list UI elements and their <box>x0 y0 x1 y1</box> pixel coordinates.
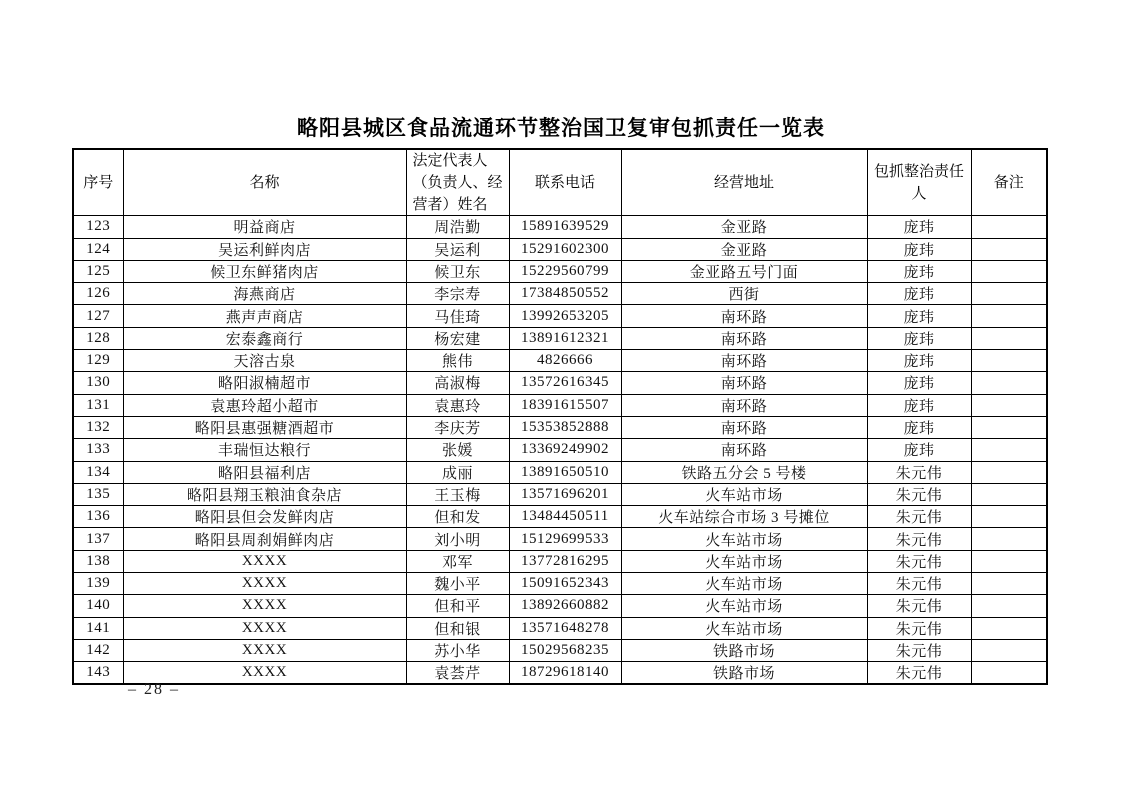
cell-remark <box>971 528 1047 550</box>
cell-phone: 15029568235 <box>509 639 621 661</box>
cell-address: 南环路 <box>621 305 867 327</box>
cell-address: 铁路五分会 5 号楼 <box>621 461 867 483</box>
cell-no: 131 <box>73 394 123 416</box>
cell-rep: 袁荟芹 <box>406 662 509 685</box>
cell-no: 124 <box>73 238 123 260</box>
cell-no: 136 <box>73 506 123 528</box>
cell-no: 128 <box>73 327 123 349</box>
cell-phone: 15229560799 <box>509 260 621 282</box>
cell-responsible: 朱元伟 <box>867 550 971 572</box>
cell-address: 南环路 <box>621 327 867 349</box>
cell-address: 火车站综合市场 3 号摊位 <box>621 506 867 528</box>
cell-remark <box>971 305 1047 327</box>
cell-no: 130 <box>73 372 123 394</box>
cell-rep: 李宗寿 <box>406 283 509 305</box>
column-header-name: 名称 <box>123 149 406 216</box>
column-header-responsible: 包抓整治责任人 <box>867 149 971 216</box>
cell-remark <box>971 662 1047 685</box>
table-row <box>73 573 1047 595</box>
cell-remark <box>971 327 1047 349</box>
cell-name: 略阳县翔玉粮油食杂店 <box>123 483 406 505</box>
cell-phone: 13369249902 <box>509 439 621 461</box>
cell-responsible: 庞玮 <box>867 238 971 260</box>
cell-rep: 熊伟 <box>406 350 509 372</box>
cell-phone: 13571696201 <box>509 483 621 505</box>
cell-phone: 17384850552 <box>509 283 621 305</box>
cell-no: 142 <box>73 639 123 661</box>
cell-address: 铁路市场 <box>621 639 867 661</box>
table-row <box>73 662 1047 685</box>
page-title: 略阳县城区食品流通环节整治国卫复审包抓责任一览表 <box>297 117 825 140</box>
cell-responsible: 庞玮 <box>867 416 971 438</box>
cell-rep: 但和平 <box>406 595 509 617</box>
column-header-address: 经营地址 <box>621 149 867 216</box>
table-row <box>73 617 1047 639</box>
cell-address: 火车站市场 <box>621 573 867 595</box>
cell-name: 略阳县惠强糖酒超市 <box>123 416 406 438</box>
cell-rep: 但和发 <box>406 506 509 528</box>
cell-remark <box>971 506 1047 528</box>
cell-name: 略阳淑楠超市 <box>123 372 406 394</box>
table-row <box>73 528 1047 550</box>
cell-no: 140 <box>73 595 123 617</box>
cell-name: 海燕商店 <box>123 283 406 305</box>
table-header-row <box>73 149 1047 216</box>
cell-responsible: 庞玮 <box>867 283 971 305</box>
table-row <box>73 350 1047 372</box>
cell-remark <box>971 595 1047 617</box>
cell-rep: 魏小平 <box>406 573 509 595</box>
table-row <box>73 639 1047 661</box>
cell-name: 明益商店 <box>123 216 406 238</box>
cell-name: XXXX <box>123 639 406 661</box>
cell-no: 126 <box>73 283 123 305</box>
cell-no: 132 <box>73 416 123 438</box>
cell-phone: 15129699533 <box>509 528 621 550</box>
cell-name: 燕声声商店 <box>123 305 406 327</box>
cell-no: 143 <box>73 662 123 685</box>
cell-phone: 18729618140 <box>509 662 621 685</box>
table-row <box>73 327 1047 349</box>
cell-address: 南环路 <box>621 372 867 394</box>
cell-responsible: 庞玮 <box>867 305 971 327</box>
cell-address: 火车站市场 <box>621 550 867 572</box>
cell-responsible: 朱元伟 <box>867 528 971 550</box>
cell-phone: 18391615507 <box>509 394 621 416</box>
cell-name: 宏泰鑫商行 <box>123 327 406 349</box>
cell-phone: 15353852888 <box>509 416 621 438</box>
table-row <box>73 260 1047 282</box>
table-row <box>73 305 1047 327</box>
cell-phone: 4826666 <box>509 350 621 372</box>
cell-name: 天溶古泉 <box>123 350 406 372</box>
cell-address: 金亚路 <box>621 216 867 238</box>
cell-no: 137 <box>73 528 123 550</box>
cell-address: 火车站市场 <box>621 595 867 617</box>
table-row <box>73 483 1047 505</box>
cell-rep: 但和银 <box>406 617 509 639</box>
table-row <box>73 439 1047 461</box>
cell-no: 127 <box>73 305 123 327</box>
cell-name: 吴运利鲜肉店 <box>123 238 406 260</box>
table-row <box>73 283 1047 305</box>
cell-no: 138 <box>73 550 123 572</box>
cell-remark <box>971 573 1047 595</box>
cell-phone: 13892660882 <box>509 595 621 617</box>
cell-no: 129 <box>73 350 123 372</box>
cell-no: 141 <box>73 617 123 639</box>
cell-rep: 李庆芳 <box>406 416 509 438</box>
cell-remark <box>971 416 1047 438</box>
cell-rep: 杨宏建 <box>406 327 509 349</box>
cell-responsible: 庞玮 <box>867 372 971 394</box>
table-row <box>73 506 1047 528</box>
cell-name: XXXX <box>123 617 406 639</box>
responsibility-table <box>72 148 1048 685</box>
cell-remark <box>971 372 1047 394</box>
table-header <box>73 149 1047 216</box>
cell-responsible: 庞玮 <box>867 439 971 461</box>
cell-phone: 13992653205 <box>509 305 621 327</box>
cell-remark <box>971 550 1047 572</box>
cell-responsible: 朱元伟 <box>867 662 971 685</box>
cell-responsible: 庞玮 <box>867 260 971 282</box>
cell-remark <box>971 283 1047 305</box>
cell-no: 125 <box>73 260 123 282</box>
cell-rep: 刘小明 <box>406 528 509 550</box>
cell-rep: 候卫东 <box>406 260 509 282</box>
cell-no: 139 <box>73 573 123 595</box>
cell-name: 丰瑞恒达粮行 <box>123 439 406 461</box>
table-row <box>73 550 1047 572</box>
cell-remark <box>971 394 1047 416</box>
cell-phone: 13891612321 <box>509 327 621 349</box>
cell-name: 袁惠玲超小超市 <box>123 394 406 416</box>
cell-rep: 高淑梅 <box>406 372 509 394</box>
cell-responsible: 朱元伟 <box>867 617 971 639</box>
table-row <box>73 216 1047 238</box>
table-row <box>73 372 1047 394</box>
cell-address: 金亚路 <box>621 238 867 260</box>
cell-responsible: 朱元伟 <box>867 506 971 528</box>
cell-phone: 13772816295 <box>509 550 621 572</box>
cell-name: XXXX <box>123 550 406 572</box>
cell-rep: 成丽 <box>406 461 509 483</box>
cell-address: 南环路 <box>621 394 867 416</box>
cell-remark <box>971 483 1047 505</box>
column-header-representative: 法定代表人（负责人、经营者）姓名 <box>406 149 509 216</box>
cell-name: XXXX <box>123 662 406 685</box>
table-row <box>73 461 1047 483</box>
column-header-remark: 备注 <box>971 149 1047 216</box>
table-row <box>73 595 1047 617</box>
cell-address: 铁路市场 <box>621 662 867 685</box>
cell-address: 南环路 <box>621 416 867 438</box>
cell-no: 135 <box>73 483 123 505</box>
column-header-phone: 联系电话 <box>509 149 621 216</box>
cell-address: 金亚路五号门面 <box>621 260 867 282</box>
cell-address: 火车站市场 <box>621 483 867 505</box>
cell-name: XXXX <box>123 573 406 595</box>
cell-responsible: 庞玮 <box>867 327 971 349</box>
cell-rep: 马佳琦 <box>406 305 509 327</box>
cell-remark <box>971 350 1047 372</box>
cell-no: 134 <box>73 461 123 483</box>
cell-responsible: 朱元伟 <box>867 461 971 483</box>
cell-phone: 13484450511 <box>509 506 621 528</box>
cell-address: 南环路 <box>621 439 867 461</box>
cell-responsible: 朱元伟 <box>867 573 971 595</box>
cell-name: 略阳县但会发鲜肉店 <box>123 506 406 528</box>
cell-remark <box>971 238 1047 260</box>
cell-name: 略阳县周刹娟鲜肉店 <box>123 528 406 550</box>
cell-responsible: 庞玮 <box>867 394 971 416</box>
cell-responsible: 朱元伟 <box>867 483 971 505</box>
table-row <box>73 416 1047 438</box>
cell-phone: 13891650510 <box>509 461 621 483</box>
cell-remark <box>971 216 1047 238</box>
cell-name: XXXX <box>123 595 406 617</box>
cell-phone: 15091652343 <box>509 573 621 595</box>
cell-phone: 15291602300 <box>509 238 621 260</box>
cell-remark <box>971 617 1047 639</box>
cell-phone: 13572616345 <box>509 372 621 394</box>
cell-phone: 15891639529 <box>509 216 621 238</box>
cell-address: 南环路 <box>621 350 867 372</box>
cell-rep: 苏小华 <box>406 639 509 661</box>
cell-rep: 吴运利 <box>406 238 509 260</box>
cell-name: 略阳县福利店 <box>123 461 406 483</box>
cell-address: 火车站市场 <box>621 528 867 550</box>
page-number: – 28 – <box>128 681 180 698</box>
cell-responsible: 庞玮 <box>867 216 971 238</box>
cell-responsible: 朱元伟 <box>867 639 971 661</box>
cell-responsible: 朱元伟 <box>867 595 971 617</box>
cell-responsible: 庞玮 <box>867 350 971 372</box>
cell-rep: 王玉梅 <box>406 483 509 505</box>
cell-remark <box>971 260 1047 282</box>
cell-no: 133 <box>73 439 123 461</box>
cell-name: 候卫东鲜猪肉店 <box>123 260 406 282</box>
table-body <box>73 216 1047 685</box>
cell-rep: 袁惠玲 <box>406 394 509 416</box>
cell-rep: 周浩勤 <box>406 216 509 238</box>
responsibility-table-container <box>72 148 1046 685</box>
cell-no: 123 <box>73 216 123 238</box>
cell-rep: 张媛 <box>406 439 509 461</box>
table-row <box>73 238 1047 260</box>
table-row <box>73 394 1047 416</box>
cell-address: 西街 <box>621 283 867 305</box>
cell-address: 火车站市场 <box>621 617 867 639</box>
cell-rep: 邓军 <box>406 550 509 572</box>
cell-remark <box>971 439 1047 461</box>
column-header-no: 序号 <box>73 149 123 216</box>
cell-phone: 13571648278 <box>509 617 621 639</box>
cell-remark <box>971 639 1047 661</box>
cell-remark <box>971 461 1047 483</box>
